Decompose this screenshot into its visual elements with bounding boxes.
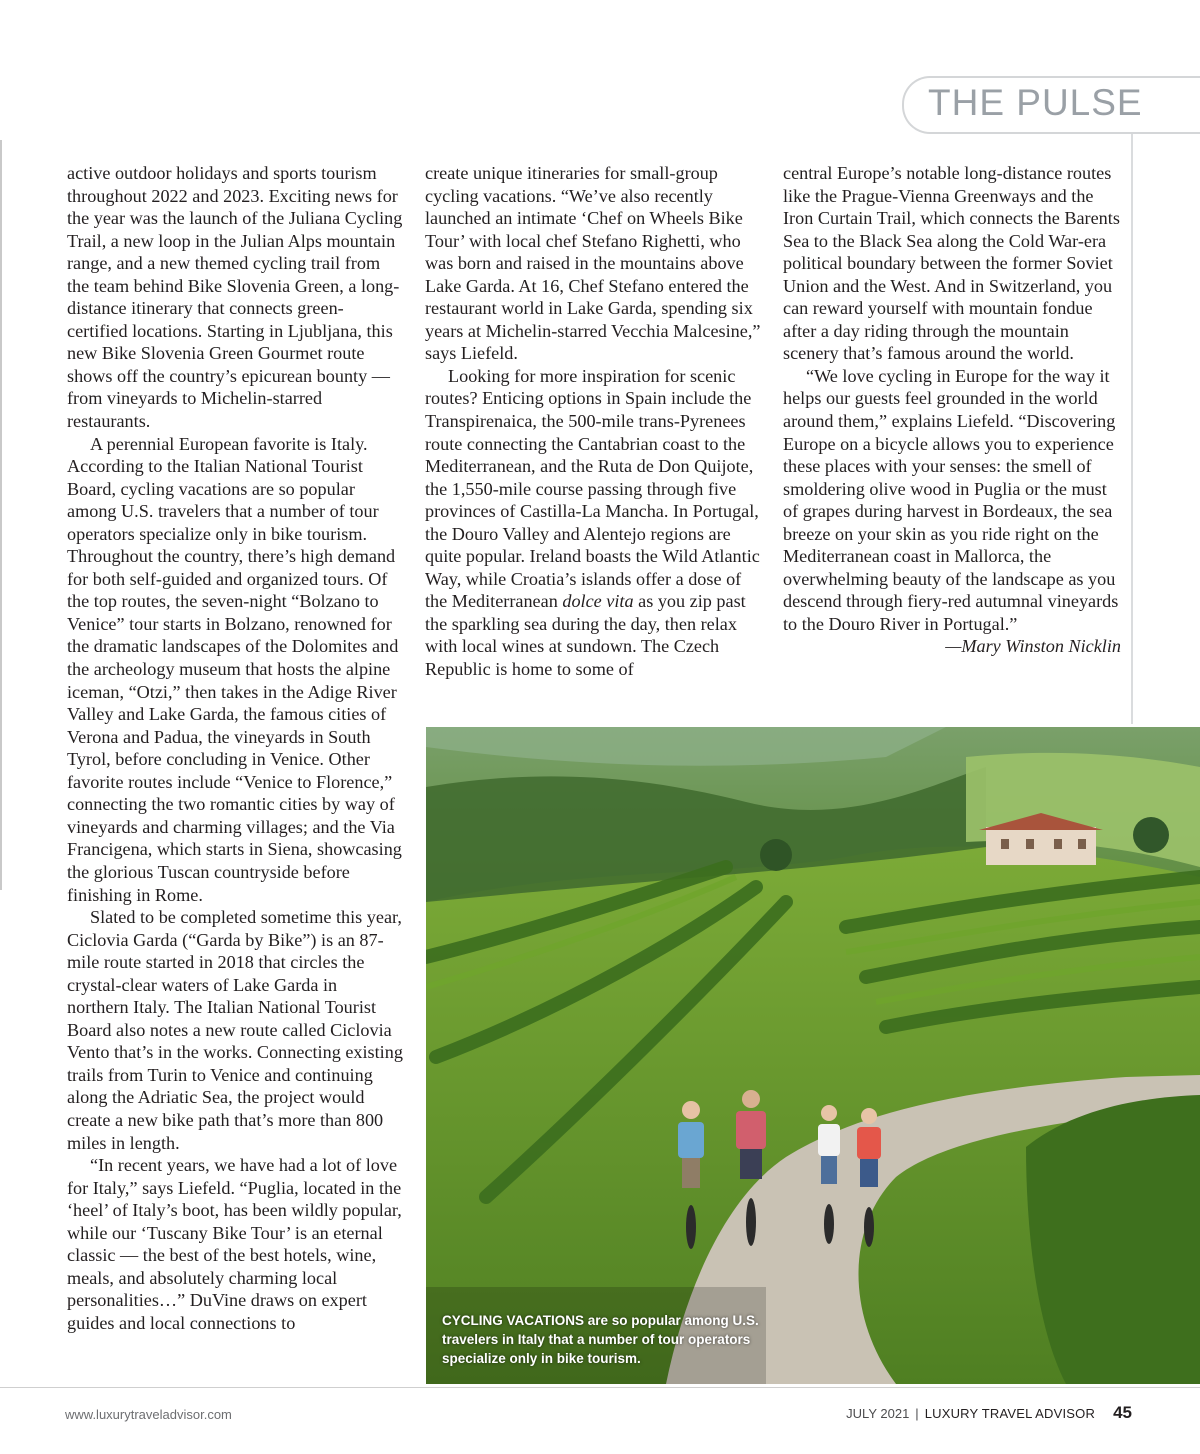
author-signature: —Mary Winston Nicklin bbox=[945, 636, 1121, 657]
issue-date: JULY 2021 bbox=[846, 1406, 910, 1421]
paragraph: “In recent years, we have had a lot of love for Italy,” says Liefeld. “Puglia, located in the ‘heel’ of Italy’s boot, has been wildly popular, while our ‘Tuscany Bike Tour’ is an eternal classic — the best of the best hotels, wine, meals, and absolutely charming local personalities…” DuVine draws on expert guides and local connections to bbox=[67, 1155, 402, 1333]
article-column-1 bbox=[67, 162, 403, 1334]
article-column-2 bbox=[425, 162, 761, 681]
photo-illustration bbox=[426, 727, 1200, 1384]
paragraph-text: as you zip past the sparkling sea during the day, then relax with local wines at sundown. The Czech Republic is home to some of bbox=[425, 591, 746, 680]
paragraph bbox=[425, 365, 761, 681]
article-column-3 bbox=[783, 162, 1121, 658]
paragraph: A perennial European favorite is Italy. According to the Italian National Tourist Board, cycling vacations are so popular among U.S. travelers that a number of tour operators specialize only in bike tourism. Throughout the country, there’s high demand for both self-guided and organized tours. Of the top routes, the seven-night “Bolzano to Venice” tour starts in Bolzano, renowned for the dramatic landscapes of the Dolomites and the archeology museum that hosts the alpine iceman, “Otzi,” then takes in the Adige River Valley and Lake Garda, the famous cities of Verona and Padua, the vineyards in South Tyrol, before concluding in Venice. Other favorite routes include “Venice to Florence,” connecting the two romantic cities by way of vineyards and charming villages; and the Via Francigena, which starts in Siena, showcasing the glorious Tuscan countryside before finishing in Rome. bbox=[67, 433, 402, 905]
cyclists-vineyard-photo bbox=[426, 727, 1200, 1384]
paragraph: “We love cycling in Europe for the way it helps our guests feel grounded in the world around them,” explains Liefeld. “Discovering Europe on a bicycle allows you to experience these places with your senses: the smell of smoldering olive wood in Puglia or the must of grapes during harvest in Bordeaux, the sea breeze on your skin as you ride right on the Mediterranean coast in Mallorca, the overwhelming beauty of the landscape as you descend through fiery-red autumnal vineyards to the Douro River in Portugal.” bbox=[783, 365, 1119, 634]
paragraph: Slated to be completed sometime this year, Ciclovia Garda (“Garda by Bike”) is an 87-mile route started in 2018 that circles the crystal-clear waters of Lake Garda in northern Italy. The Italian National Tourist Board also notes a new route called Ciclovia Vento that’s in the works. Connecting existing trails from Turin to Venice and continuing along the Adriatic Sea, the project would create a new bike path that’s more than 800 miles in length. bbox=[67, 907, 403, 1153]
paragraph-text: Looking for more inspiration for scenic routes? Enticing options in Spain include the Transpirenaica, the 500-mile trans-Pyrenees route connecting the Cantabrian coast to the Mediterranean, and the Ruta de Don Quijote, the 1,550-mile course passing through five provinces of Castilla-La Mancha. In Portugal, the Douro Valley and Alentejo regions are quite popular. Ireland boasts the Wild Atlantic Way, while Croatia’s islands offer a dose of the Mediterranean bbox=[425, 365, 760, 612]
italic-phrase: dolce vita bbox=[562, 591, 634, 612]
magazine-name: LUXURY TRAVEL ADVISOR bbox=[924, 1406, 1096, 1421]
page-number: 45 bbox=[1113, 1403, 1132, 1422]
folio-separator: | bbox=[915, 1406, 919, 1421]
column-rule bbox=[1131, 134, 1133, 724]
photo-caption: CYCLING VACATIONS are so popular among U.S. travelers in Italy that a number of tour operators specialize only in bike tourism. bbox=[442, 1313, 759, 1366]
paragraph: create unique itineraries for small-group cycling vacations. “We’ve also recently launched an intimate ‘Chef on Wheels Bike Tour’ with local chef Stefano Righetti, who was born and raised in the mountains above Lake Garda. At 16, Chef Stefano entered the restaurant world in Lake Garda, spending six years at Michelin-starred Vecchia Malcesine,” says Liefeld. bbox=[425, 163, 761, 364]
paragraph: active outdoor holidays and sports tourism throughout 2022 and 2023. Exciting news for the year was the launch of the Juliana Cycling Trail, a new loop in the Julian Alps mountain range, and a new themed cycling trail from the team behind Bike Slovenia Green, a long-distance itinerary that connects green-certified locations. Starting in Ljubljana, this new Bike Slovenia Green Gourmet route shows off the country’s epicurean bounty — from vineyards to Michelin-starred restaurants. bbox=[67, 163, 403, 432]
paragraph: central Europe’s notable long-distance routes like the Prague-Vienna Greenways and the Iron Curtain Trail, which connects the Barents Sea to the Black Sea along the Cold War-era political boundary between the former Soviet Union and the West. And in Switzerland, you can reward yourself with mountain fondue after a day riding through the mountain scenery that’s famous around the world. bbox=[783, 163, 1120, 364]
footer-folio bbox=[846, 1403, 1132, 1423]
section-title: THE PULSE bbox=[928, 82, 1143, 123]
footer-website-url[interactable]: www.luxurytraveladvisor.com bbox=[65, 1407, 232, 1422]
footer-rule bbox=[0, 1387, 1200, 1388]
page-edge-line bbox=[0, 140, 2, 890]
